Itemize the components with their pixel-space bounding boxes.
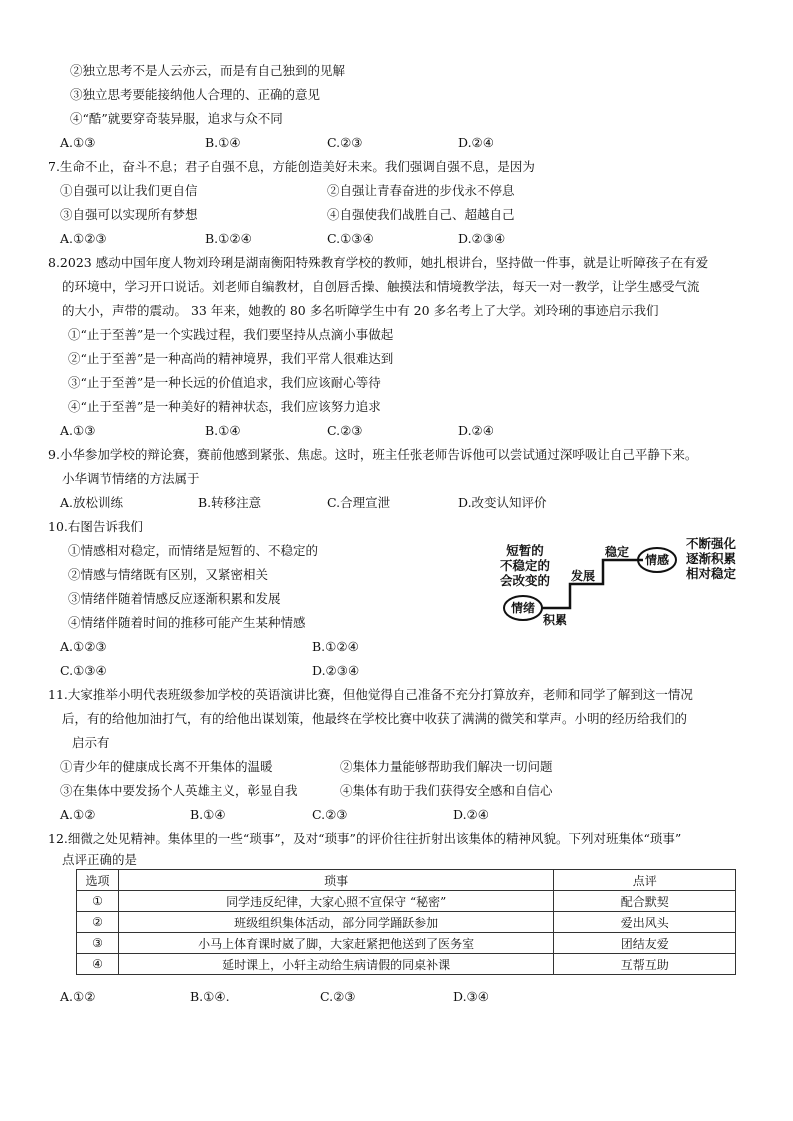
table-cell: 互帮互助 [554,954,736,975]
q11-stem-line-2: 后，有的给他加油打气，有的给他出谋划策，他最终在学校比赛中收获了满满的微笑和掌声。小明的经历给我们的 [62,711,688,726]
table-header-row [77,870,736,891]
diagram-right-text-1: 不断强化 [685,536,737,551]
diagram-left-text-1: 短暂的 [506,543,544,558]
diagram-emotion-label: 情绪 [510,601,536,615]
table-header-comment: 点评 [554,870,736,891]
table-cell: ③ [77,933,119,954]
table-row [77,912,736,933]
q6-item-2: ②独立思考不是人云亦云，而是有自己独到的见解 [70,63,346,78]
emotion-feeling-diagram [495,536,745,628]
q10-option-c: C.①③④ [60,663,107,678]
q9-option-a: A.放松训练 [60,495,124,510]
diagram-stable-label: 稳定 [605,545,630,559]
table-cell: 延时课上，小轩主动给生病请假的同桌补课 [118,954,553,975]
q11-item-3: ③在集体中要发扬个人英雄主义，彰显自我 [60,783,298,798]
q11-option-b: B.①④ [190,807,226,822]
q11-option-a: A.①② [60,807,96,822]
q8-option-c: C.②③ [327,423,363,438]
q10-item-4: ④情绪伴随着时间的推移可能产生某种情感 [68,615,306,630]
q6-option-c: C.②③ [327,135,363,150]
table-header-option: 选项 [77,870,119,891]
q12-option-c: C.②③ [320,989,356,1004]
diagram-left-text-2: 不稳定的 [499,558,551,573]
q8-item-3: ③“止于至善”是一种长远的价值追求，我们应该耐心等待 [68,375,381,390]
q10-stem: 10.右图告诉我们 [48,519,143,534]
table-cell: ① [77,891,119,912]
q8-item-1: ①“止于至善”是一个实践过程，我们要坚持从点滴小事做起 [68,327,394,342]
q7-stem: 7.生命不止，奋斗不息；君子自强不息，方能创造美好未来。我们强调自强不息，是因为 [48,159,535,174]
diagram-left-text-3: 会改变的 [499,573,551,588]
diagram-feeling-label: 情感 [644,553,670,567]
q10-item-3: ③情绪伴随着情感反应逐渐积累和发展 [68,591,281,606]
q9-option-c: C.合理宣泄 [327,495,391,510]
table-cell: ④ [77,954,119,975]
q8-option-a: A.①③ [60,423,96,438]
q10-option-d: D.②③④ [312,663,360,678]
q10-option-b: B.①②④ [312,639,359,654]
q11-item-1: ①青少年的健康成长离不开集体的温暖 [60,759,273,774]
q8-item-4: ④“止于至善”是一种美好的精神状态，我们应该努力追求 [68,399,381,414]
q9-stem-line-1: 9.小华参加学校的辩论赛，赛前他感到紧张、焦虑。这时，班主任张老师告诉他可以尝试通过深呼吸让自己平静下来。 [48,447,698,462]
q7-option-c: C.①③④ [327,231,374,246]
q7-option-a: A.①②③ [60,231,107,246]
q11-item-4: ④集体有助于我们获得安全感和自信心 [340,783,553,798]
q8-option-b: B.①④ [205,423,241,438]
q12-option-a: A.①② [60,989,96,1004]
q11-option-d: D.②④ [453,807,489,822]
diagram-right-text-2: 逐渐积累 [685,551,737,566]
q8-stem-line-3: 的大小，声带的震动。 33 年来，她教的 80 多名听障学生中有 20 多名考上了大学。刘玲琍的事迹启示我们 [62,303,659,318]
diagram-staircase [542,560,643,608]
q7-option-b: B.①②④ [205,231,252,246]
table-cell: 配合默契 [554,891,736,912]
q6-option-d: D.②④ [458,135,494,150]
table-cell: 班级组织集体活动，部分同学踊跃参加 [118,912,553,933]
q12-option-b: B.①④. [190,989,230,1004]
q7-item-4: ④自强使我们战胜自己、超越自己 [327,207,515,222]
table-cell: 团结友爱 [554,933,736,954]
diagram-develop-label: 发展 [571,569,596,583]
q6-option-a: A.①③ [60,135,96,150]
table-row [77,891,736,912]
q11-option-c: C.②③ [312,807,348,822]
q10-option-a: A.①②③ [60,639,107,654]
q10-item-2: ②情感与情绪既有区别，又紧密相关 [68,567,269,582]
q8-item-2: ②“止于至善”是一种高尚的精神境界，我们平常人很难达到 [68,351,394,366]
q8-stem-line-1: 8.2023 感动中国年度人物刘玲琍是湖南衡阳特殊教育学校的教师，她扎根讲台，坚持做一件事，就是让听障孩子在有爱 [48,255,709,270]
q7-item-3: ③自强可以实现所有梦想 [60,207,198,222]
q6-item-4: ④“酷”就要穿奇装异服，追求与众不同 [70,111,283,126]
q6-item-3: ③独立思考要能接纳他人合理的、正确的意见 [70,87,321,102]
q7-item-1: ①自强可以让我们更自信 [60,183,198,198]
q9-option-b: B.转移注意 [198,495,262,510]
q9-option-d: D.改变认知评价 [458,495,547,510]
q9-stem-line-2: 小华调节情绪的方法属于 [62,471,200,486]
q11-stem-line-3: 启示有 [72,735,110,750]
q11-stem-line-1: 11.大家推举小明代表班级参加学校的英语演讲比赛，但他觉得自己准备不充分打算放弃，老师和同学了解到这一情况 [48,687,693,702]
table-row [77,933,736,954]
q6-option-b: B.①④ [205,135,241,150]
q7-item-2: ②自强让青春奋进的步伐永不停息 [327,183,515,198]
table-header-matter: 琐事 [118,870,553,891]
q10-item-1: ①情感相对稳定，而情绪是短暂的、不稳定的 [68,543,319,558]
table-row [77,954,736,975]
q8-stem-line-2: 的环境中，学习开口说话。刘老师自编教材，自创唇舌操、触摸法和情境教学法，每天一对一教学，让学生感受气流 [62,279,700,294]
table-cell: 同学违反纪律，大家心照不宣保守 “秘密” [118,891,553,912]
table-cell: ② [77,912,119,933]
q12-option-d: D.③④ [453,989,489,1004]
q12-stem-line-1: 12.细微之处见精神。集体里的一些“琐事”，及对“琐事”的评价往往折射出该集体的精神风貌。下列对班集体“琐事” [48,831,682,846]
q7-option-d: D.②③④ [458,231,506,246]
table-cell: 小马上体育课时崴了脚，大家赶紧把他送到了医务室 [118,933,553,954]
table-cell: 爱出风头 [554,912,736,933]
diagram-accumulate-label: 积累 [543,613,568,627]
q12-stem-line-2: 点评正确的是 [62,852,138,867]
q8-option-d: D.②④ [458,423,494,438]
diagram-right-text-3: 相对稳定 [685,566,737,581]
q11-item-2: ②集体力量能够帮助我们解决一切问题 [340,759,553,774]
q12-table [76,869,736,975]
